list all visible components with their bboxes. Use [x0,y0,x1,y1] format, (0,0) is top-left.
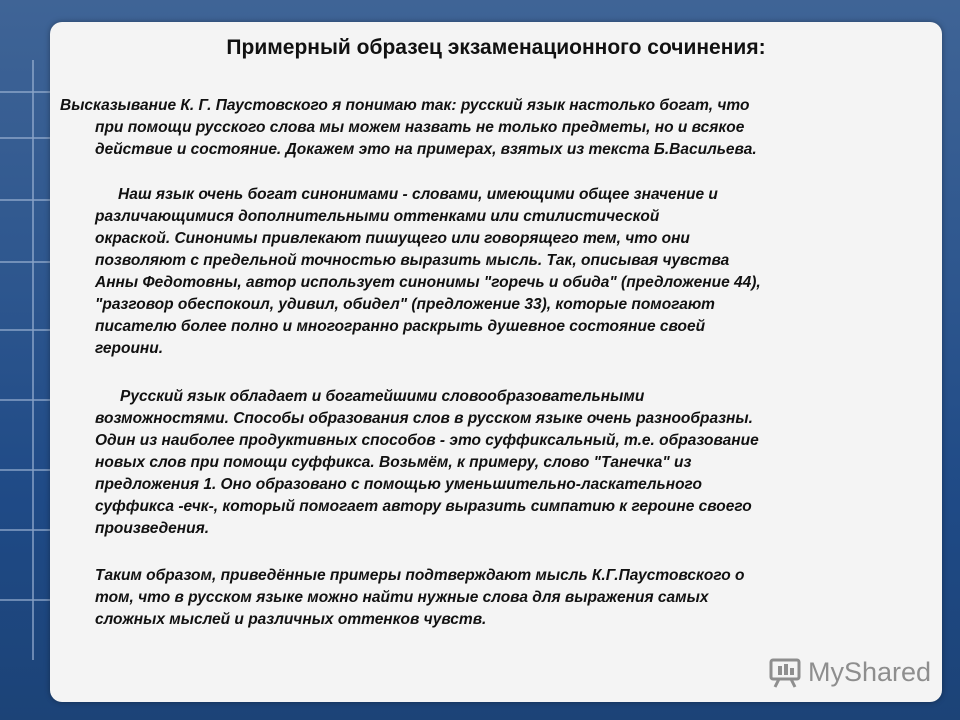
paragraph-line: произведения. [95,520,210,537]
paragraph-line: окраской. Синонимы привлекают пишущего или говорящего тем, что они [95,230,690,247]
paragraph-line: Наш язык очень богат синонимами - словами, имеющими общее значение и [118,186,718,203]
paragraph-line: позволяют с предельной точностью выразить мысль. Так, описывая чувства [95,252,730,269]
paragraph-line: "разговор обеспокоил, удивил, обидел" (предложение 33), которые помогают [95,296,715,313]
paragraph-line: Высказывание К. Г. Паустовского я понимаю так: русский язык настолько богат, что [60,97,750,114]
paragraph-line: героини. [95,340,164,357]
paragraph-line: Один из наиболее продуктивных способов - это суффиксальный, т.е. образование [95,432,759,449]
watermark-text: MyShared [808,656,932,687]
paragraph-line: Таким образом, приведённые примеры подтверждают мысль К.Г.Паустовского о [95,567,745,584]
paragraph-line: Анны Федотовны, автор использует синонимы "горечь и обида" (предложение 44), [95,274,761,291]
paragraph-line: при помощи русского слова мы можем назвать не только предметы, но и всякое [95,119,745,136]
paragraph-line: сложных мыслей и различных оттенков чувств. [95,611,487,628]
myshared-watermark [768,654,931,690]
paragraph-line: действие и состояние. Докажем это на примерах, взятых из текста Б.Васильева. [95,141,757,158]
paragraph-synonyms [60,184,915,360]
paragraph-line: новых слов при помощи суффикса. Возьмём, к примеру, слово "Танечка" из [95,454,692,471]
paragraph-word-formation [60,386,915,540]
presentation-board-icon [768,655,802,689]
paragraph-line: том, что в русском языке можно найти нужные слова для выражения самых [95,589,709,606]
paragraph-intro [60,95,915,161]
paragraph-line: Русский язык обладает и богатейшими словообразовательными [120,388,645,405]
paragraph-conclusion [60,565,915,631]
paragraph-line: различающимися дополнительными оттенками или стилистической [95,208,660,225]
paragraph-line: возможностями. Способы образования слов в русском языке очень разнообразны. [95,410,753,427]
paragraph-line: предложения 1. Оно образовано с помощью уменьшительно-ласкательного [95,476,702,493]
paragraph-line: писателю более полно и многогранно раскрыть душевное состояние своей [95,318,706,335]
paragraph-line: суффикса -ечк-, который помогает автору выразить симпатию к героине своего [95,498,752,515]
slide-title: Примерный образец экзаменационного сочинения: [226,36,766,59]
slide-content-card [50,22,942,702]
